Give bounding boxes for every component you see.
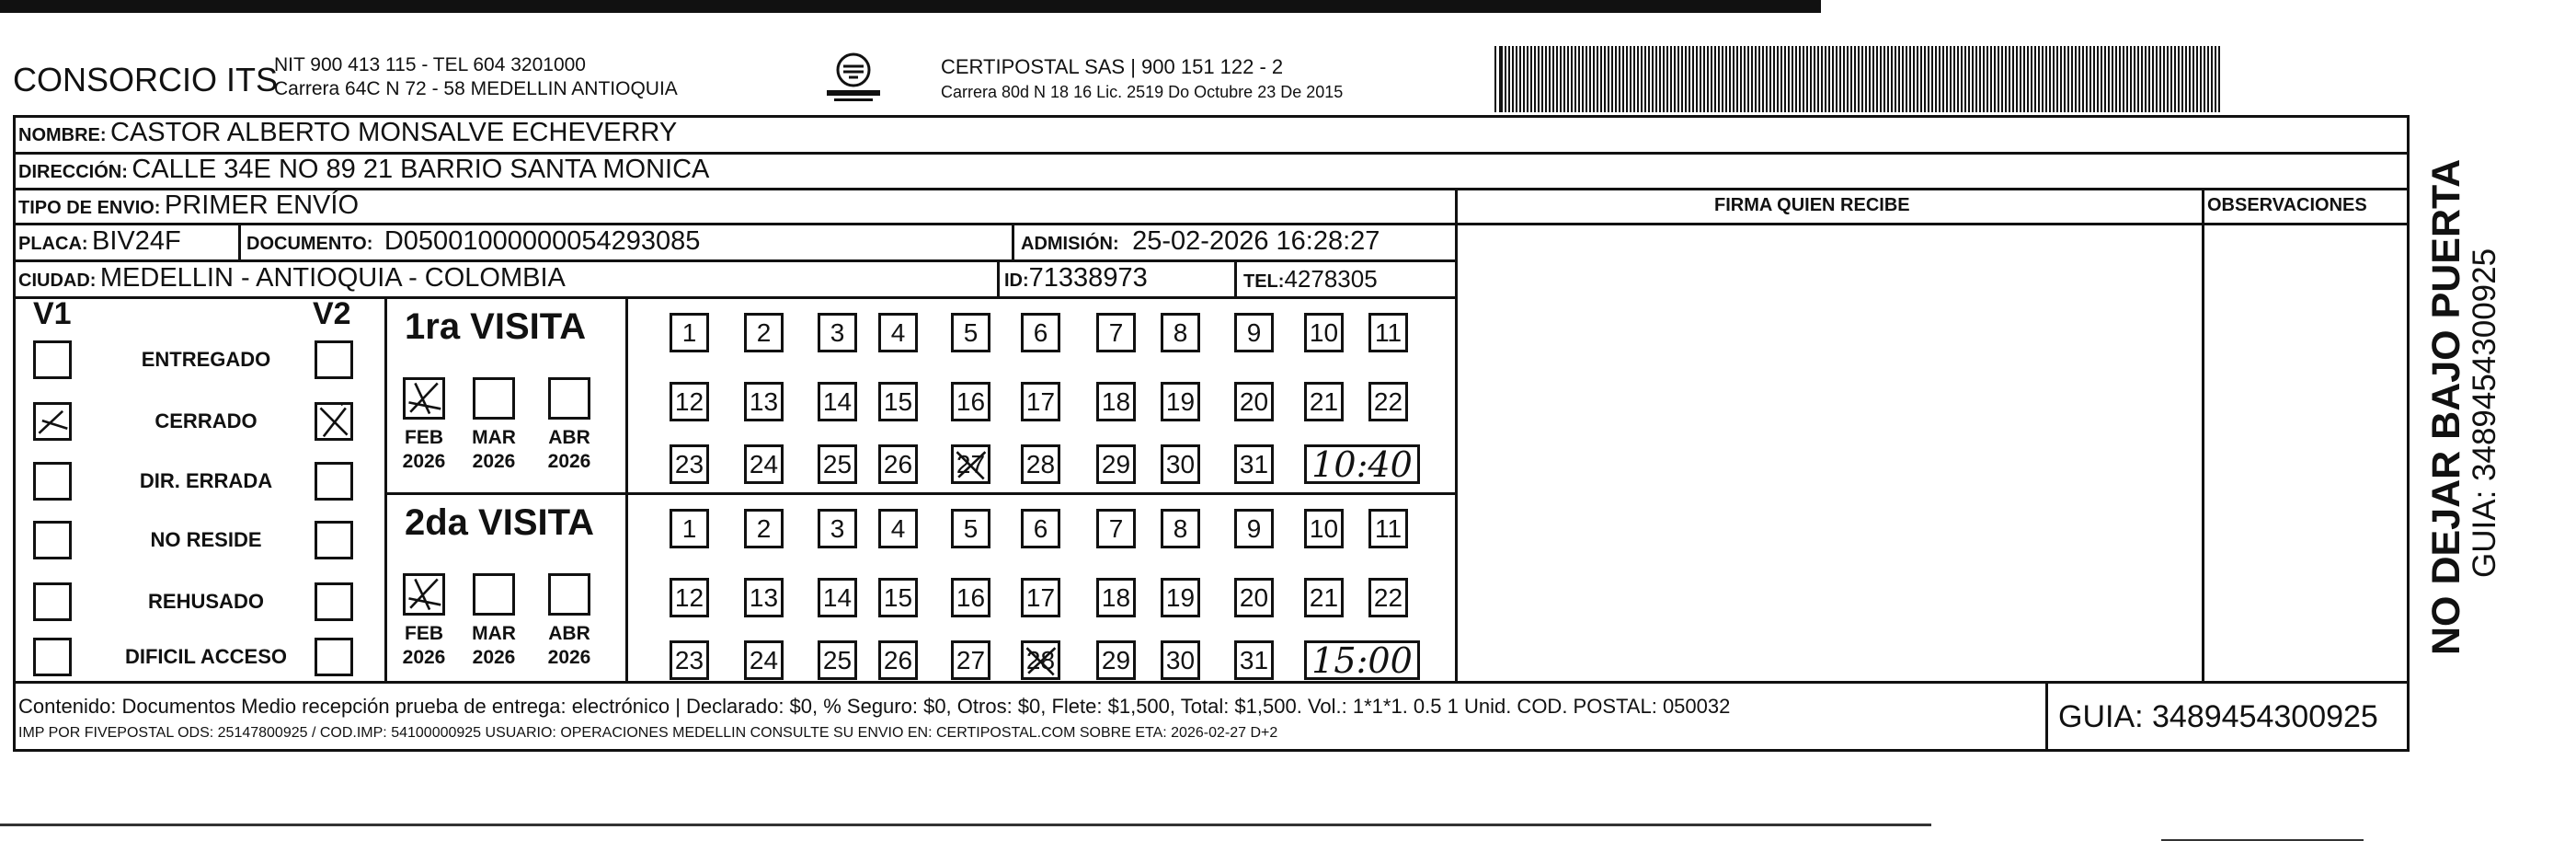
admision-field	[1021, 226, 1380, 257]
day-box[interactable]: 28	[1021, 640, 1060, 680]
documento-value: D05001000000054293085	[384, 226, 701, 256]
day-box[interactable]: 14	[818, 578, 857, 617]
day-box[interactable]: 3	[818, 509, 857, 548]
day-box[interactable]: 1	[670, 509, 709, 548]
placa-field	[18, 226, 181, 257]
observaciones-label: OBSERVACIONES	[2207, 195, 2367, 215]
visit-time: 15:00	[1304, 640, 1420, 680]
tel-value: 4278305	[1284, 265, 1378, 293]
tipo-envio-label: TIPO DE ENVIO:	[18, 198, 161, 218]
company-nit: NIT 900 413 115 - TEL 604 3201000	[274, 54, 586, 75]
v1-checkbox[interactable]	[33, 582, 72, 621]
id-value: 71338973	[1028, 263, 1148, 293]
day-box[interactable]: 16	[951, 578, 990, 617]
month-label	[396, 426, 452, 474]
v1-checkbox[interactable]	[33, 462, 72, 501]
month-year: 2026	[547, 647, 591, 668]
day-box[interactable]: 22	[1368, 382, 1408, 421]
visit-title: 2da VISITA	[405, 502, 594, 543]
day-box[interactable]: 19	[1161, 382, 1200, 421]
month-year: 2026	[472, 647, 516, 668]
firma-label: FIRMA QUIEN RECIBE	[1714, 195, 1910, 215]
status-label: CERRADO	[155, 409, 258, 432]
day-box[interactable]: 25	[818, 640, 857, 680]
day-box[interactable]: 6	[1021, 313, 1060, 352]
month-label	[396, 622, 452, 670]
day-box[interactable]: 17	[1021, 578, 1060, 617]
visit-title: 1ra VISITA	[405, 306, 587, 347]
day-box[interactable]: 12	[670, 382, 709, 421]
day-box[interactable]: 27	[951, 640, 990, 680]
day-box[interactable]: 31	[1234, 640, 1274, 680]
month-checkbox[interactable]	[473, 377, 515, 420]
tel-label: TEL:	[1243, 271, 1285, 292]
month-name: ABR	[548, 623, 590, 644]
top-edge-bar	[0, 0, 1821, 13]
ciudad-label: CIUDAD:	[18, 271, 97, 291]
v2-checkbox[interactable]	[315, 638, 353, 676]
day-box[interactable]: 28	[1021, 444, 1060, 484]
documento-field	[246, 226, 700, 257]
no-dejar-notice: NO DEJAR BAJO PUERTA	[2424, 158, 2468, 655]
admision-value: 25-02-2026 16:28:27	[1132, 226, 1380, 256]
carrier-address: Carrera 80d N 18 16 Lic. 2519 Do Octubre 23 De 2015	[941, 83, 1344, 101]
direccion-label: DIRECCIÓN:	[18, 162, 128, 182]
month-label	[542, 622, 597, 670]
day-box[interactable]: 27	[951, 444, 990, 484]
day-box[interactable]: 18	[1096, 382, 1136, 421]
day-box[interactable]: 24	[744, 444, 784, 484]
day-box[interactable]: 4	[878, 313, 918, 352]
day-box[interactable]: 24	[744, 640, 784, 680]
v2-checkbox[interactable]	[315, 582, 353, 621]
nombre-field	[18, 118, 677, 148]
status-label: REHUSADO	[148, 590, 264, 613]
v1-checkbox[interactable]	[33, 402, 72, 441]
month-year: 2026	[402, 647, 446, 668]
month-checkbox[interactable]	[473, 573, 515, 616]
day-box[interactable]: 9	[1234, 509, 1274, 548]
month-checkbox[interactable]	[548, 573, 590, 616]
day-box[interactable]: 7	[1096, 509, 1136, 548]
placa-label: PLACA:	[18, 234, 88, 254]
day-box[interactable]: 5	[951, 313, 990, 352]
month-checkbox[interactable]	[548, 377, 590, 420]
bottom-line	[0, 824, 1931, 826]
day-box[interactable]: 12	[670, 578, 709, 617]
contenido-text: Contenido: Documentos Medio recepción prueba de entrega: electrónico | Declarado: $0, % Seguro: $0, Otros: $0, Flete: $1,500, Total: $1,500. Vol.: 1*1*1. 0.5 1 Unid. COD. POSTAL: 050032	[18, 695, 1731, 718]
certipostal-logo	[821, 50, 886, 105]
day-box[interactable]: 20	[1234, 578, 1274, 617]
status-label: ENTREGADO	[141, 348, 271, 371]
placa-value: BIV24F	[92, 226, 181, 256]
month-label	[542, 426, 597, 474]
day-box[interactable]: 18	[1096, 578, 1136, 617]
month-name: MAR	[472, 427, 516, 448]
v2-checkbox[interactable]	[315, 402, 353, 441]
day-box[interactable]: 19	[1161, 578, 1200, 617]
month-name: FEB	[405, 427, 443, 448]
direccion-value: CALLE 34E NO 89 21 BARRIO SANTA MONICA	[132, 155, 710, 184]
barcode	[1494, 46, 2226, 112]
tipo-envio-field	[18, 190, 359, 221]
day-box[interactable]: 10	[1304, 313, 1344, 352]
day-box[interactable]: 2	[744, 313, 784, 352]
day-box[interactable]: 21	[1304, 578, 1344, 617]
day-box[interactable]: 3	[818, 313, 857, 352]
v2-label: V2	[313, 296, 351, 331]
documento-label: DOCUMENTO:	[246, 234, 373, 254]
day-box[interactable]: 13	[744, 382, 784, 421]
day-box[interactable]: 15	[878, 382, 918, 421]
day-box[interactable]: 1	[670, 313, 709, 352]
day-box[interactable]: 6	[1021, 509, 1060, 548]
day-box[interactable]: 17	[1021, 382, 1060, 421]
day-box[interactable]: 14	[818, 382, 857, 421]
day-box[interactable]: 11	[1368, 313, 1408, 352]
month-year: 2026	[472, 451, 516, 472]
v1-checkbox[interactable]	[33, 340, 72, 379]
day-box[interactable]: 8	[1161, 313, 1200, 352]
day-box[interactable]: 20	[1234, 382, 1274, 421]
day-box[interactable]: 22	[1368, 578, 1408, 617]
imp-text: IMP POR FIVEPOSTAL ODS: 25147800925 / COD.IMP: 54100000925 USUARIO: OPERACIONES MEDELLIN CONSULTE SU ENVIO EN: CERTIPOSTAL.COM SOBRE ETA: 2026-02-27 D+2	[18, 725, 1278, 741]
day-box[interactable]: 8	[1161, 509, 1200, 548]
day-box[interactable]: 4	[878, 509, 918, 548]
v1-label: V1	[33, 296, 72, 331]
company-name: CONSORCIO ITS	[13, 61, 279, 98]
guia-footer: GUIA: 3489454300925	[2058, 699, 2378, 734]
carrier-name: CERTIPOSTAL SAS | 900 151 122 - 2	[941, 55, 1284, 78]
admision-label: ADMISIÓN:	[1021, 234, 1119, 254]
v2-checkbox[interactable]	[315, 340, 353, 379]
day-box[interactable]: 10	[1304, 509, 1344, 548]
day-box[interactable]: 9	[1234, 313, 1274, 352]
day-box[interactable]: 23	[670, 444, 709, 484]
nombre-label: NOMBRE:	[18, 125, 107, 145]
status-label: DIR. ERRADA	[139, 469, 273, 492]
nombre-value: CASTOR ALBERTO MONSALVE ECHEVERRY	[110, 118, 678, 147]
v1-checkbox[interactable]	[33, 638, 72, 676]
day-box[interactable]: 31	[1234, 444, 1274, 484]
month-label	[466, 426, 521, 474]
ciudad-value: MEDELLIN - ANTIOQUIA - COLOMBIA	[99, 263, 566, 293]
month-checkbox[interactable]	[403, 573, 445, 616]
id-field	[1004, 263, 1148, 294]
month-year: 2026	[402, 451, 446, 472]
ciudad-field	[18, 263, 566, 294]
month-year: 2026	[547, 451, 591, 472]
day-box[interactable]: 16	[951, 382, 990, 421]
day-box[interactable]: 29	[1096, 640, 1136, 680]
day-box[interactable]: 30	[1161, 640, 1200, 680]
day-box[interactable]: 7	[1096, 313, 1136, 352]
direccion-field	[18, 155, 709, 185]
day-box[interactable]: 23	[670, 640, 709, 680]
guia-side: GUIA: 3489454300925	[2467, 248, 2502, 578]
day-box[interactable]: 26	[878, 640, 918, 680]
day-box[interactable]: 29	[1096, 444, 1136, 484]
day-box[interactable]: 30	[1161, 444, 1200, 484]
v2-checkbox[interactable]	[315, 462, 353, 501]
day-box[interactable]: 13	[744, 578, 784, 617]
day-box[interactable]: 5	[951, 509, 990, 548]
v2-checkbox[interactable]	[315, 521, 353, 559]
month-name: ABR	[548, 427, 590, 448]
tel-field	[1243, 265, 1378, 294]
month-name: MAR	[472, 623, 516, 644]
guide-frame	[13, 115, 2410, 752]
month-name: FEB	[405, 623, 443, 644]
day-box[interactable]: 15	[878, 578, 918, 617]
day-box[interactable]: 11	[1368, 509, 1408, 548]
day-box[interactable]: 21	[1304, 382, 1344, 421]
company-address: Carrera 64C N 72 - 58 MEDELLIN ANTIOQUIA	[274, 78, 678, 99]
status-label: DIFICIL ACCESO	[124, 645, 287, 668]
v1-checkbox[interactable]	[33, 521, 72, 559]
month-label	[466, 622, 521, 670]
day-box[interactable]: 26	[878, 444, 918, 484]
month-checkbox[interactable]	[403, 377, 445, 420]
visit-time: 10:40	[1304, 444, 1420, 484]
id-label: ID:	[1004, 271, 1029, 291]
tipo-envio-value: PRIMER ENVÍO	[164, 190, 360, 220]
day-box[interactable]: 25	[818, 444, 857, 484]
day-box[interactable]: 2	[744, 509, 784, 548]
status-label: NO RESIDE	[150, 528, 262, 551]
